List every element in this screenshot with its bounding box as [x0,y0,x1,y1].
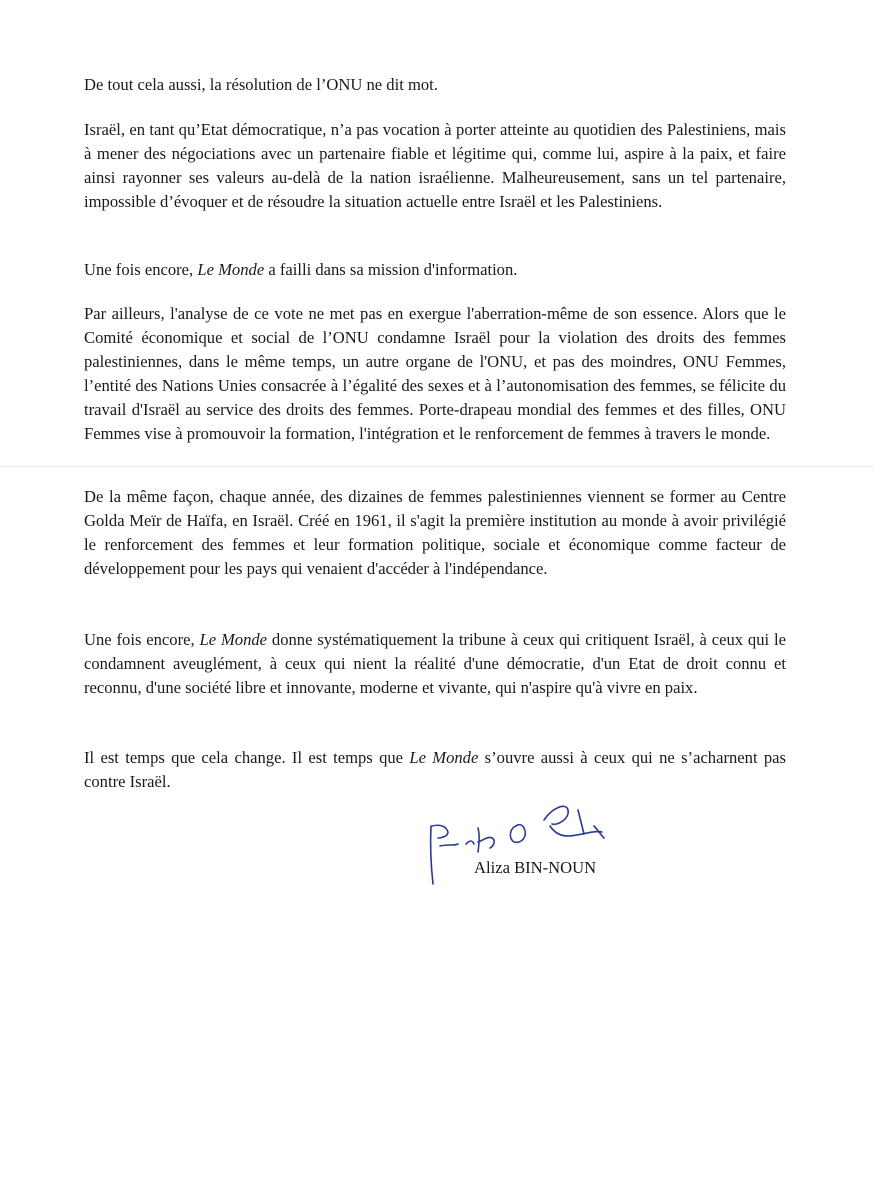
paragraph-le-monde-failed: Une fois encore, Le Monde a failli dans sa mission d'information. [84,260,518,279]
newspaper-name: Le Monde [197,260,265,279]
paragraph-golda-meir-center: De la même façon, chaque année, des dizaines de femmes palestiniennes viennent se former au Centre Golda Meïr de Haïfa, en Israël. Créé en 1961, il s'agit la première institution au monde à avoir privilégié le renforcement des femmes et leur formation politique, sociale et économique comme facteur de développement pour les pays qui venaient d'accéder à l'indépendance. [84,487,786,578]
scan-divider [0,466,874,467]
paragraph-un-women: Par ailleurs, l'analyse de ce vote ne met pas en exergue l'aberration-même de son essence. Alors que le Comité économique et social de l’ONU condamne Israël pour la violation des droits des femmes palestiniennes, dans le même temps, un autre organe de l'ONU, et pas des moindres, ONU Femmes, l’entité des Nations Unies consacrée à l’égalité des sexes et à l’autonomisation des femmes, se félicite du travail d'Israël au service des droits des femmes. Porte-drapeau mondial des femmes et des filles, ONU Femmes vise à promouvoir la formation, l'intégration et le renforcement de femmes à travers le monde. [84,304,786,443]
newspaper-name: Le Monde [199,630,268,649]
paragraph-israel-democratic-state: Israël, en tant qu’Etat démocratique, n’a pas vocation à porter atteinte au quotidien des Palestiniens, mais à mener des négociations avec un partenaire fiable et légitime qui, comme lui, aspire à la paix, et faire ainsi rayonner ses valeurs au-delà de la nation israélienne. Malheureusement, sans un tel partenaire, impossible d’évoquer et de résoudre la situation actuelle entre Israël et les Palestiniens. [84,120,786,211]
signatory-name: Aliza BIN-NOUN [474,858,597,877]
paragraph-un-resolution: De tout cela aussi, la résolution de l’ONU ne dit mot. [84,75,438,94]
paragraph-le-monde-tribune: Une fois encore, Le Monde donne systématiquement la tribune à ceux qui critiquent Israël, à ceux qui le condamnent aveuglément, à ceux qui nient la réalité d'une démocratie, d'un Etat de droit connu et reconnu, d'une société libre et innovante, moderne et vivante, qui n'aspire qu'à vivre en paix. [84,630,786,697]
newspaper-name: Le Monde [409,748,479,767]
paragraph-time-for-change: Il est temps que cela change. Il est temps que Le Monde s’ouvre aussi à ceux qui ne s’acharnent pas contre Israël. [84,748,786,791]
